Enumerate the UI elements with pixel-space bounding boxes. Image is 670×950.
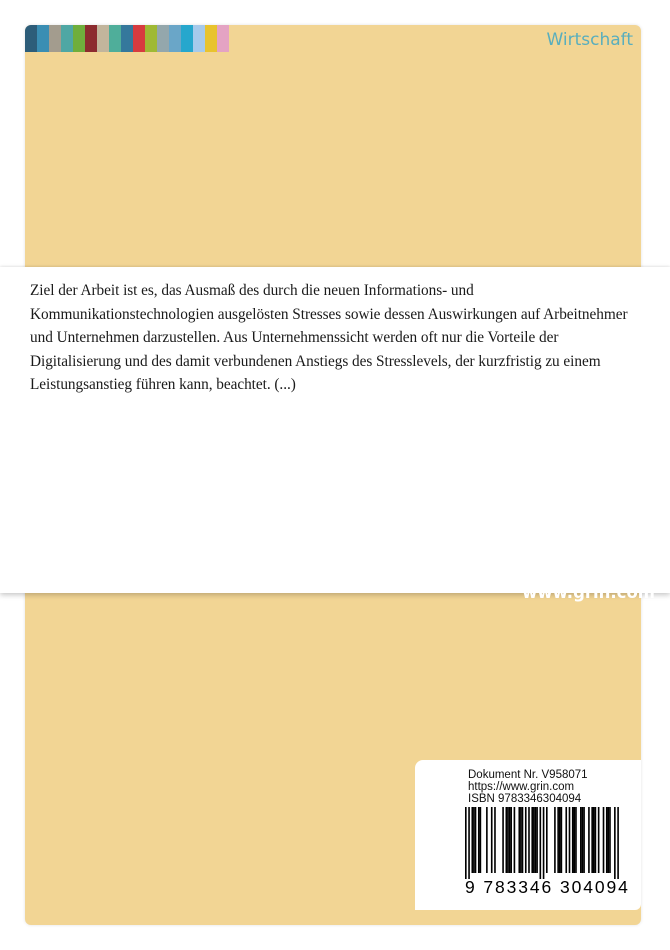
color-stripe — [109, 25, 121, 52]
barcode-bar — [506, 807, 508, 873]
color-stripe — [217, 25, 229, 52]
barcode-bar — [595, 807, 597, 873]
color-stripe — [121, 25, 133, 52]
barcode-bar — [510, 807, 512, 873]
category-label: Wirtschaft — [546, 30, 633, 50]
barcode-bar — [518, 807, 520, 873]
barcode-bar — [617, 807, 619, 879]
barcode-bar — [473, 807, 475, 873]
isbn-text: ISBN 9783346304094 — [468, 793, 582, 805]
barcode-bar — [565, 807, 567, 873]
barcode-bar — [522, 807, 524, 873]
barcode-bar — [531, 807, 533, 873]
barcode-bar — [535, 807, 537, 873]
barcode-bar — [486, 807, 488, 873]
barcode-bar — [478, 807, 480, 873]
barcode-bar — [583, 807, 585, 873]
color-stripe — [181, 25, 193, 52]
color-stripe — [133, 25, 145, 52]
barcode-bar — [533, 807, 535, 873]
barcode-bar — [557, 807, 559, 873]
color-stripe — [193, 25, 205, 52]
color-stripe — [61, 25, 73, 52]
color-stripe — [25, 25, 37, 52]
barcode-bar — [608, 807, 610, 873]
blurb-text: Ziel der Arbeit ist es, das Ausmaß des durch die neuen Informations- und Kommunikationstechnologien ausgelösten Stresses sowie dessen Auswirkungen auf Arbeitnehmer und Unternehmen darzustellen. Aus Unternehmenssicht werden oft nur die Vorteile der Digitalisierung und des damit verbundenen Anstiegs des Stresslevels, der kurzfristig zu einem Leistungsanstieg führen kann, beachtet. (...) — [30, 282, 628, 394]
barcode-bar — [593, 807, 595, 873]
barcode-bar — [494, 807, 496, 873]
barcode-bar — [525, 807, 527, 873]
color-stripe — [145, 25, 157, 52]
barcode-bar — [559, 807, 561, 873]
barcode-bar — [536, 807, 538, 873]
barcode-bar — [609, 807, 611, 873]
barcode-bar — [572, 807, 574, 873]
barcode-bar — [480, 807, 482, 873]
website-text: https://www.grin.com — [468, 781, 575, 793]
barcode-bar — [614, 807, 616, 879]
barcode-digits: 9 783346 304094 — [465, 877, 630, 897]
color-stripe — [97, 25, 109, 52]
barcode-bar — [520, 807, 522, 873]
isbn-info-box — [415, 760, 641, 910]
barcode-bar — [502, 807, 504, 873]
color-stripe — [73, 25, 85, 52]
barcode-bar — [554, 807, 556, 873]
barcode-bar — [574, 807, 576, 873]
barcode-bar — [575, 807, 577, 873]
barcode-bar — [471, 807, 473, 873]
color-stripe-bar — [25, 25, 229, 52]
publisher-url: www.grin.com — [522, 583, 655, 602]
barcode-bar — [509, 807, 511, 873]
barcode-bar — [603, 807, 605, 873]
barcode-bar — [582, 807, 584, 873]
color-stripe — [37, 25, 49, 52]
barcode-bar — [465, 807, 467, 879]
color-stripe — [85, 25, 97, 52]
barcode-bar — [561, 807, 563, 873]
barcode-bar — [528, 807, 530, 873]
barcode — [465, 807, 627, 879]
color-stripe — [157, 25, 169, 52]
color-stripe — [205, 25, 217, 52]
document-number: Dokument Nr. V958071 — [468, 769, 588, 781]
barcode-bar — [606, 807, 608, 873]
barcode-bar — [468, 807, 470, 879]
barcode-bar — [546, 807, 548, 873]
barcode-bar — [569, 807, 571, 873]
barcode-bar — [580, 807, 582, 873]
barcode-bar — [507, 807, 509, 873]
blurb-panel — [0, 267, 670, 593]
barcode-bar — [540, 807, 542, 879]
barcode-bar — [598, 807, 600, 873]
barcode-bar — [491, 807, 493, 873]
barcode-bar — [475, 807, 477, 873]
barcode-bar — [543, 807, 545, 879]
color-stripe — [169, 25, 181, 52]
barcode-bar — [588, 807, 590, 873]
barcode-bar — [591, 807, 593, 873]
barcode-bar — [514, 807, 516, 873]
color-stripe — [49, 25, 61, 52]
